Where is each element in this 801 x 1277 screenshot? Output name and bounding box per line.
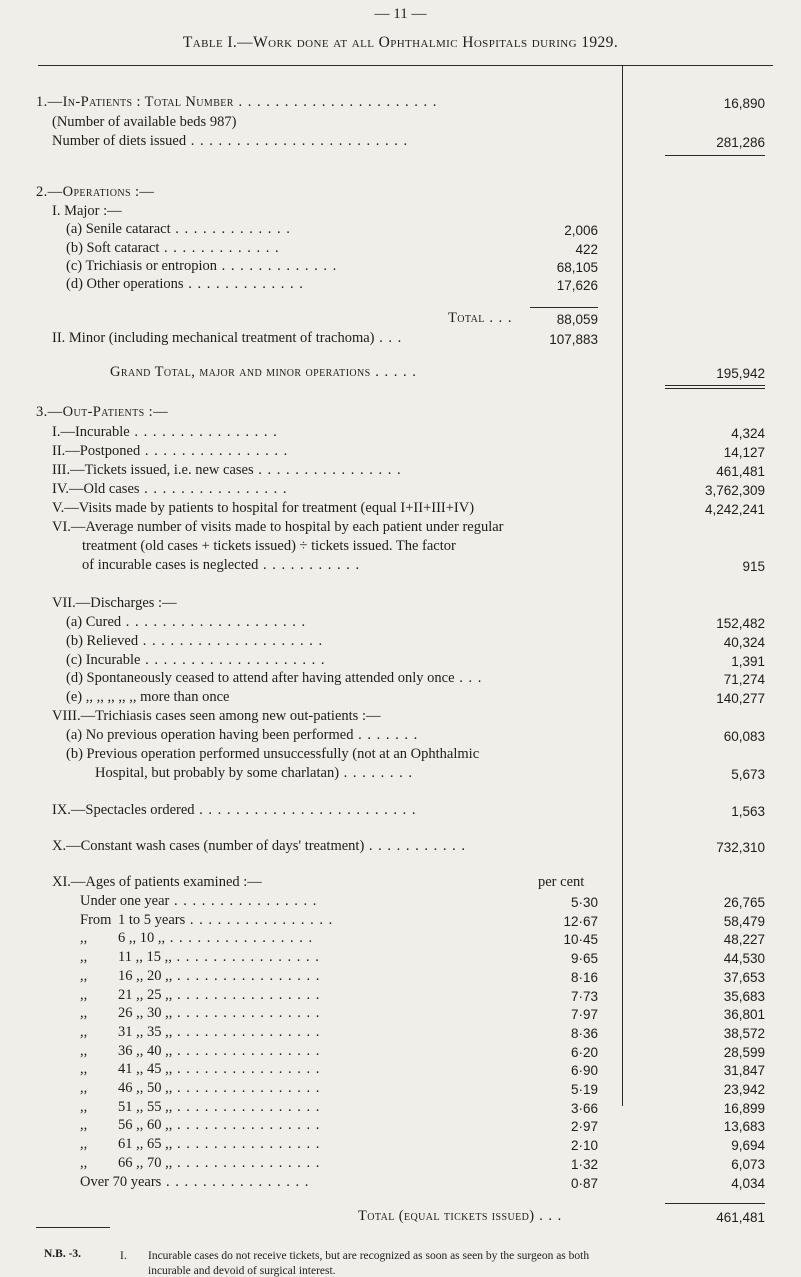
wash-label: X.—Constant wash cases (number of days' treatment) . . . . . . . . . . . xyxy=(52,838,467,854)
discharge-value: 1,391 xyxy=(731,654,765,669)
section3-title: 3.—Out-Patients :— xyxy=(36,404,168,420)
age-percent: 8·16 xyxy=(570,969,598,985)
grand-total-label: Grand Total, major and minor operations . . . . . xyxy=(110,364,417,380)
age-percent: 12·67 xyxy=(563,913,598,929)
age-label: 1 to 5 years . . . . . . . . . . . . . . . . xyxy=(118,911,334,928)
age-count: 16,899 xyxy=(723,1100,765,1116)
outpatient-label: IV.—Old cases . . . . . . . . . . . . . . . . xyxy=(52,481,288,497)
trichiasis-a-value: 60,083 xyxy=(723,729,765,744)
outpatient-label: II.—Postponed . . . . . . . . . . . . . . . . xyxy=(52,443,289,459)
ages-total-rule xyxy=(665,1203,765,1204)
age-percent: 2·97 xyxy=(570,1119,598,1135)
age-percent: 7·73 xyxy=(570,988,598,1004)
major-label: I. Major :— xyxy=(52,203,122,219)
age-count: 38,572 xyxy=(723,1025,765,1041)
top-rule xyxy=(38,65,773,66)
age-count: 9,694 xyxy=(731,1138,765,1154)
age-label: 41 ,, 45 ,, . . . . . . . . . . . . . . . . xyxy=(118,1061,321,1078)
discharge-label: (a) Cured . . . . . . . . . . . . . . . . . . . . xyxy=(66,614,307,630)
age-label: 36 ,, 40 ,, . . . . . . . . . . . . . . . . xyxy=(118,1042,321,1059)
age-count: 44,530 xyxy=(723,951,765,967)
age-prefix: ,, xyxy=(80,1154,88,1171)
age-count: 37,653 xyxy=(723,969,765,985)
age-label: 6 ,, 10 ,, . . . . . . . . . . . . . . . . xyxy=(118,930,314,947)
operation-value: 2,006 xyxy=(564,223,598,238)
section1-title: 1.—In-Patients : Total Number . . . . . . . . . . . . . . . . . . . . . . xyxy=(36,94,438,110)
age-percent: 7·97 xyxy=(570,1007,598,1023)
age-label: 61 ,, 65 ,, . . . . . . . . . . . . . . . . xyxy=(118,1136,321,1153)
operation-label: (a) Senile cataract . . . . . . . . . . . . . xyxy=(66,221,291,237)
page-number: — 11 — xyxy=(374,6,427,22)
age-label: 51 ,, 55 ,, . . . . . . . . . . . . . . . . xyxy=(118,1098,321,1115)
operation-value: 422 xyxy=(575,242,598,257)
trichiasis-b2: Hospital, but probably by some charlatan) . . . . . . . . xyxy=(95,765,414,781)
notes-prefix: N.B. -3. xyxy=(44,1248,82,1260)
age-prefix: ,, xyxy=(80,1098,88,1115)
age-prefix: ,, xyxy=(80,949,88,966)
outpatient-value: 4,242,241 xyxy=(704,502,765,517)
age-percent: 1·32 xyxy=(570,1156,598,1172)
age-prefix: From xyxy=(80,911,112,928)
age-count: 6,073 xyxy=(731,1156,765,1172)
diets-label: Number of diets issued . . . . . . . . . . . . . . . . . . . . . . . . xyxy=(52,133,409,149)
discharge-value: 71,274 xyxy=(723,672,765,687)
discharge-label: (b) Relieved . . . . . . . . . . . . . . . . . . . . xyxy=(66,633,324,649)
age-percent: 6·90 xyxy=(570,1063,598,1079)
outpatient-value: 461,481 xyxy=(716,464,765,479)
vi-value: 915 xyxy=(742,559,765,574)
trichiasis-b1: (b) Previous operation performed unsuccessfully (not at an Ophthalmic xyxy=(66,746,480,762)
vi-line2: treatment (old cases + tickets issued) ÷ tickets issued. The factor xyxy=(82,538,456,554)
spectacles-label: IX.—Spectacles ordered . . . . . . . . . . . . . . . . . . . . . . . . xyxy=(52,802,417,818)
age-count: 58,479 xyxy=(723,913,765,929)
age-count: 28,599 xyxy=(723,1044,765,1060)
age-percent: 2·10 xyxy=(570,1138,598,1154)
inpatients-total: 16,890 xyxy=(723,96,765,111)
discharge-value: 152,482 xyxy=(716,616,765,631)
ops-total-rule xyxy=(530,307,598,308)
operation-value: 68,105 xyxy=(556,260,598,275)
age-count: 4,034 xyxy=(731,1175,765,1191)
ops-total-value: 88,059 xyxy=(556,312,598,327)
grand-rule-2 xyxy=(665,388,765,389)
age-label: 16 ,, 20 ,, . . . . . . . . . . . . . . . . xyxy=(118,967,321,984)
age-label: 11 ,, 15 ,, . . . . . . . . . . . . . . . . xyxy=(118,949,320,966)
vi-line1: VI.—Average number of visits made to hospital by each patient under regular xyxy=(52,519,504,535)
beds-note: (Number of available beds 987) xyxy=(52,114,237,130)
diets-value: 281,286 xyxy=(716,135,765,150)
age-percent: 9·65 xyxy=(570,951,598,967)
age-percent: 6·20 xyxy=(570,1044,598,1060)
trichiasis-title: VIII.—Trichiasis cases seen among new out-patients :— xyxy=(52,708,381,724)
age-prefix: ,, xyxy=(80,1136,88,1153)
table-title: Table I.—Work done at all Ophthalmic Hospitals during 1929. xyxy=(182,34,619,51)
age-label: Over 70 years . . . . . . . . . . . . . . . . xyxy=(80,1173,310,1190)
section2-title: 2.—Operations :— xyxy=(36,184,155,200)
outpatient-label: V.—Visits made by patients to hospital for treatment (equal I+II+III+IV) xyxy=(52,500,475,516)
age-percent: 10·45 xyxy=(563,932,598,948)
note1-num: I. xyxy=(120,1250,127,1262)
age-prefix: ,, xyxy=(80,1005,88,1022)
age-percent: 5·30 xyxy=(570,895,598,910)
age-label: 26 ,, 30 ,, . . . . . . . . . . . . . . . . xyxy=(118,1005,321,1022)
age-count: 13,683 xyxy=(723,1119,765,1135)
discharge-label: (d) Spontaneously ceased to attend after having attended only once . . . xyxy=(66,670,483,686)
discharges-title: VII.—Discharges :— xyxy=(52,595,177,611)
age-label: Under one year . . . . . . . . . . . . . . . . xyxy=(80,893,318,909)
age-percent: 0·87 xyxy=(570,1175,598,1191)
grand-rule-1 xyxy=(665,385,765,386)
operation-label: (d) Other operations . . . . . . . . . . . . . xyxy=(66,276,304,292)
age-count: 48,227 xyxy=(723,932,765,948)
age-prefix: ,, xyxy=(80,1080,88,1096)
percent-header: per cent xyxy=(538,874,585,890)
age-prefix: ,, xyxy=(80,1117,88,1134)
minor-value: 107,883 xyxy=(549,332,598,347)
column-divider xyxy=(622,66,623,1106)
age-percent: 8·36 xyxy=(570,1025,598,1041)
age-count: 36,801 xyxy=(723,1007,765,1023)
outpatient-value: 4,324 xyxy=(731,426,765,441)
grand-total-value: 195,942 xyxy=(716,366,765,381)
age-prefix: ,, xyxy=(80,1061,88,1078)
age-count: 35,683 xyxy=(723,988,765,1004)
age-count: 31,847 xyxy=(723,1063,765,1079)
age-label: 46 ,, 50 ,, . . . . . . . . . . . . . . . . xyxy=(118,1080,321,1096)
diets-rule xyxy=(665,155,765,156)
ages-total-label: Total (equal tickets issued) . . . xyxy=(358,1208,563,1224)
age-label: 21 ,, 25 ,, . . . . . . . . . . . . . . . . xyxy=(118,986,321,1003)
trichiasis-a: (a) No previous operation having been performed . . . . . . . xyxy=(66,727,419,743)
footnote-rule xyxy=(36,1227,110,1228)
trichiasis-b-value: 5,673 xyxy=(731,767,765,782)
vi-line3: of incurable cases is neglected . . . . . . . . . . . xyxy=(82,557,361,573)
age-prefix: ,, xyxy=(80,930,88,947)
spectacles-value: 1,563 xyxy=(731,804,765,819)
minor-label: II. Minor (including mechanical treatment of trachoma) . . . xyxy=(52,330,403,346)
age-prefix: ,, xyxy=(80,1042,88,1059)
operation-label: (c) Trichiasis or entropion . . . . . . . . . . . . . xyxy=(66,258,338,274)
discharge-value: 140,277 xyxy=(716,691,765,706)
discharge-label: (c) Incurable . . . . . . . . . . . . . . . . . . . . xyxy=(66,652,326,668)
age-prefix: ,, xyxy=(80,967,88,984)
ages-title: XI.—Ages of patients examined :— xyxy=(52,874,262,890)
age-label: 56 ,, 60 ,, . . . . . . . . . . . . . . . . xyxy=(118,1117,321,1134)
age-prefix: ,, xyxy=(80,986,88,1003)
age-count: 23,942 xyxy=(723,1082,765,1097)
age-label: 31 ,, 35 ,, . . . . . . . . . . . . . . . . xyxy=(118,1023,321,1040)
discharge-label: (e) ,, ,, ,, ,, ,, more than once xyxy=(66,689,230,705)
note1-line1: Incurable cases do not receive tickets, but are recognized as soon as seen by the surgeon as both xyxy=(148,1250,590,1262)
note1-line2: incurable and devoid of surgical interest. xyxy=(148,1265,336,1277)
ops-total-label: Total . . . xyxy=(448,310,513,326)
age-percent: 3·66 xyxy=(570,1100,598,1116)
ages-total-value: 461,481 xyxy=(716,1210,765,1225)
age-count: 26,765 xyxy=(723,895,765,910)
operation-label: (b) Soft cataract . . . . . . . . . . . . . xyxy=(66,240,280,256)
outpatient-label: III.—Tickets issued, i.e. new cases . . . . . . . . . . . . . . . . xyxy=(52,462,402,478)
age-label: 66 ,, 70 ,, . . . . . . . . . . . . . . . . xyxy=(118,1154,321,1171)
discharge-value: 40,324 xyxy=(723,635,765,650)
age-prefix: ,, xyxy=(80,1023,88,1040)
age-percent: 5·19 xyxy=(570,1082,598,1097)
outpatient-value: 3,762,309 xyxy=(704,483,765,498)
outpatient-label: I.—Incurable . . . . . . . . . . . . . . . . xyxy=(52,424,278,440)
outpatient-value: 14,127 xyxy=(723,445,765,460)
wash-value: 732,310 xyxy=(716,840,765,855)
operation-value: 17,626 xyxy=(556,278,598,293)
